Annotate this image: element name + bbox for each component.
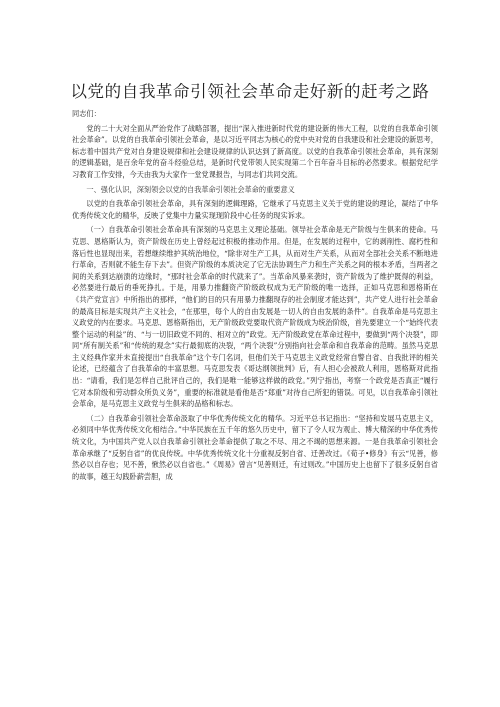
section-intro-paragraph: 以党的自我革命引领社会革命，具有深刻的逻辑理路，它继承了马克思主义关于党的建设的理论，凝结了中华优秀传统文化的精华，反映了党集中力量实现现阶段中心任务的现实诉求。 <box>72 199 438 220</box>
document-body <box>72 108 438 485</box>
subsection-1-paragraph: （一）自我革命引领社会革命具有深刻的马克思主义理论基础。领导社会革命是无产阶级与生俱来的使命。马克思、恩格斯认为，资产阶级在历史上曾经起过积极的推动作用。但是，在发展的过程中，它的剥削性、腐朽性和落后性也显现出来，若想继续维护其统治地位，“除非对生产工具，从而对生产关系，从而对全部社会关系不断地进行革命，否则就不能生存下去”。但资产阶级的本质决定了它无法协调生产力和生产关系之间的根本矛盾，当两者之间的关系到达崩溃的边缘时，“那时社会革命的时代就来了”。当革命风暴来袭时，资产阶级为了维护既得的利益，必然要进行最后的垂死挣扎。于是，用暴力推翻资产阶级政权成为无产阶级的唯一选择，正如马克思和恩格斯在《共产党宣言》中所指出的那样，“他们的目的只有用暴力推翻现存的社会制度才能达到”，共产党人进行社会革命的最高目标是实现共产主义社会，“在那里，每个人的自由发展是一切人的自由发展的条件”。自我革命是马克思主义政党的内在要求。马克思、恩格斯指出，无产阶级政党要取代资产阶级成为统治阶级，首先要建立一个“始终代表整个运动的利益”的、“与一切旧政党不同的、相对立的”政党。无产阶级政党在革命过程中，要做到“两个决裂”，即同“所有制关系”和“传统的观念”实行最彻底的决裂，“两个决裂”分别指向社会革命和自我革命的范畴。虽然马克思主义经典作家并未直接提出“自我革命”这个专门名词，但他们关于马克思主义政党经常自警自省、自我批评的相关论述，已经蕴含了自我革命的丰富思想。马克思发表《哥达纲领批判》后，有人担心会被敌人利用，恩格斯对此指出：“请看，我们是怎样自己批评自己的，我们是唯一能够这样做的政党。”列宁指出，考察一个政党是否真正“履行它对本阶级和劳动群众所负义务”，重要的标准就是看他是否“郑重”对待自己所犯的错误。可见，以自我革命引领社会革命，是马克思主义政党与生俱来的品格和标志。 <box>72 225 438 409</box>
greeting: 同志们： <box>72 109 101 118</box>
intro-paragraph: 党的二十大对全面从严治党作了战略部署，提出“深入推进新时代党的建设新的伟大工程，以党的自我革命引领社会革命”。以党的自我革命引领社会革命，是以习近平同志为核心的党中央对党的自我建设和社会建设的新思考，标志着中国共产党对自身建设规律和社会建设规律的认识达到了新高度。以党的自我革命引领社会革命，具有深刻的逻辑基础，是百余年党的奋斗经验总结，是新时代党带领人民实现第二个百年奋斗目标的必然要求。根据党纪学习教育工作安排，今天由我为大家作一堂党课报告，与同志们共同交流。 <box>72 123 438 179</box>
document-title: 以党的自我革命引领社会革命走好新的赶考之路 <box>70 82 430 101</box>
section-heading: 一、强化认识，深刻领会以党的自我革命引领社会革命的重要意义 <box>86 184 295 194</box>
subsection-2-paragraph: （二）自我革命引领社会革命汲取了中华优秀传统文化的精华。习近平总书记指出：“坚持和发展马克思主义，必须同中华优秀传统文化相结合。”中华民族在五千年的悠久历史中，留下了令人叹为观止、博大精深的中华优秀传统文化，为中国共产党人以自我革命引领社会革命提供了取之不尽、用之不竭的思想来源。一是自我革命引领社会革命承继了“反躬自省”的优良传统。中华优秀传统文化十分重视反躬自省、迁善改过。《荀子•修身》有云“见善，修然必以自存也；见不善，愀然必以自省也。”《周易》曾言“见善则迁，有过则改。”中国历史上也留下了很多反躬自省的故事，越王勾践卧薪尝胆，成 <box>72 413 438 481</box>
